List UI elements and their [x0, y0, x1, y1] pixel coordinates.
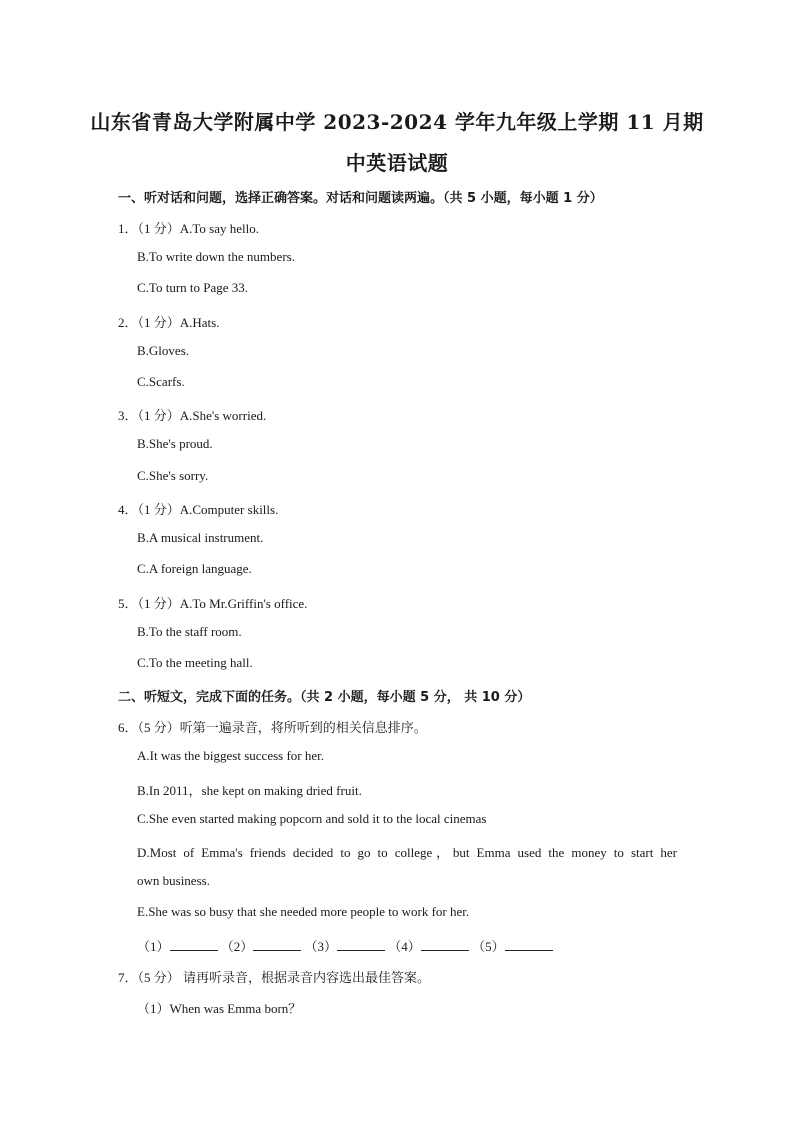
question-4-option-c: C.A foreign language.: [137, 561, 252, 576]
question-6-item-a: A.It was the biggest success for her.: [137, 748, 325, 763]
blank-label-1: （1）: [137, 939, 170, 954]
question-1-option-b: B.To write down the numbers.: [137, 249, 295, 264]
answer-blank-3[interactable]: [337, 939, 385, 951]
question-6-item-d: D.Most of Emma's friends decided to go to college，but Emma used the money to start her: [137, 845, 677, 860]
question-4: 4．（1 分）A.Computer skills.: [118, 502, 279, 517]
question-1-option-c: C.To turn to Page 33.: [137, 280, 249, 295]
question-4-option-b: B.A musical instrument.: [137, 530, 264, 545]
question-6-item-e: E.She was so busy that she needed more people to work for her.: [137, 904, 470, 919]
section-2-heading: 二、听短文，完成下面的任务。（共 2 小题，每小题 5 分， 共 10 分）: [118, 690, 531, 705]
question-3: 3．（1 分）A.She's worried.: [118, 408, 267, 423]
question-5-option-c: C.To the meeting hall.: [137, 655, 253, 670]
question-6: 6．（5 分）听第一遍录音，将所听到的相关信息排序。: [118, 720, 427, 735]
blank-label-4: （4）: [388, 939, 421, 954]
question-5-option-b: B.To the staff room.: [137, 624, 242, 639]
question-6-item-b: B.In 2011，she kept on making dried fruit.: [137, 783, 362, 798]
exam-title-line2: 中英语试题: [345, 151, 449, 175]
question-7: 7．（5 分） 请再听录音，根据录音内容选出最佳答案。: [118, 970, 431, 985]
answer-blank-5[interactable]: [505, 939, 553, 951]
question-2: 2．（1 分）A.Hats.: [118, 315, 220, 330]
question-3-option-c: C.She's sorry.: [137, 468, 209, 483]
answer-blank-2[interactable]: [253, 939, 301, 951]
question-5: 5．（1 分）A.To Mr.Griffin's office.: [118, 596, 308, 611]
section-1-heading: 一、听对话和问题，选择正确答案。对话和问题读两遍。（共 5 小题，每小题 1 分）: [118, 191, 603, 206]
question-7-sub-1: （1）When was Emma born？: [137, 1001, 302, 1016]
answer-blank-4[interactable]: [421, 939, 469, 951]
blank-label-3: （3）: [304, 939, 338, 954]
question-3-option-b: B.She's proud.: [137, 436, 213, 451]
question-2-option-c: C.Scarfs.: [137, 374, 185, 389]
exam-title-line1: 山东省青岛大学附属中学 2023-2024 学年九年级上学期 11 月期: [90, 110, 704, 134]
question-6-item-c: C.She even started making popcorn and sold it to the local cinemas: [137, 811, 487, 826]
question-2-option-b: B.Gloves.: [137, 343, 189, 358]
blank-label-2: （2）: [220, 939, 254, 954]
question-6-answer-blanks: [137, 936, 553, 955]
question-6-item-d-continued: own business.: [137, 873, 210, 888]
answer-blank-1[interactable]: [170, 939, 218, 951]
question-1: 1．（1 分）A.To say hello.: [118, 221, 259, 236]
blank-label-5: （5）: [472, 939, 505, 954]
